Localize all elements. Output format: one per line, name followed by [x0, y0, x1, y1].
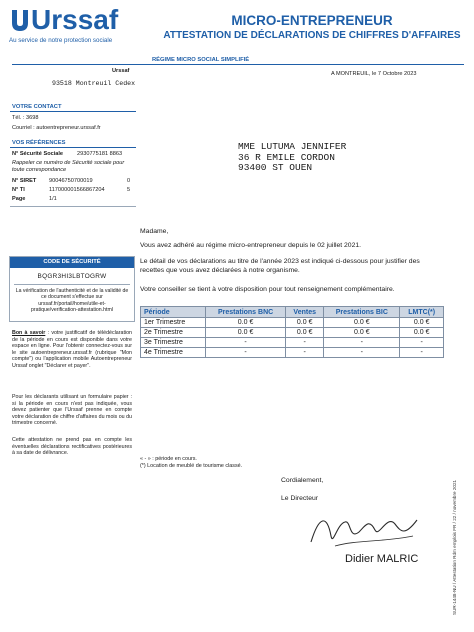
table-cell: 0.0 € [400, 318, 444, 328]
table-cell-period: 4e Trimestre [141, 348, 206, 358]
ti-key: 5 [127, 187, 131, 193]
contact-heading: VOTRE CONTACT [12, 104, 62, 110]
security-divider [14, 284, 130, 285]
letter-p1: Vous avez adhéré au régime micro-entrepreneur depuis le 02 juillet 2021. [140, 242, 362, 249]
table-cell: - [206, 348, 286, 358]
table-header-periode: Période [141, 307, 206, 318]
page-label: Page [12, 196, 26, 202]
ti-label: N° TI [12, 187, 25, 193]
page-title: MICRO-ENTREPRENEUR [231, 13, 393, 28]
security-box [9, 256, 135, 322]
table-row [141, 318, 444, 328]
table-header-row [141, 307, 444, 318]
table-cell-period: 3e Trimestre [141, 338, 206, 348]
page-value: 1/1 [49, 196, 57, 202]
letter-role: Le Directeur [281, 495, 319, 502]
siret-label: N° SIRET [12, 178, 37, 184]
table-cell: - [400, 338, 444, 348]
table-row [141, 338, 444, 348]
secu-note: Rappeler ce numéro de Sécurité sociale pour toute correspondance [12, 160, 125, 173]
place-date: A MONTREUIL, le 7 Octobre 2023 [331, 71, 417, 77]
table-footnote-lmtc: (*) Location de meublé de tourisme classé. [140, 463, 243, 469]
letter-salutation: Madame, [140, 228, 169, 235]
table-cell-period: 2e Trimestre [141, 328, 206, 338]
table-row [141, 348, 444, 358]
regime-divider [12, 64, 464, 65]
side-note-p2: Pour les déclarants utilisant un formulaire papier : si la période en cours n'est pas indiquée, vous devez patienter que l'Urssaf prenne en compte votre déclaration de chiffre d'affaires du mois ou du trimestre concerné. [12, 394, 132, 427]
table-cell: - [286, 338, 324, 348]
table-cell: 0.0 € [286, 328, 324, 338]
contact-divider [10, 111, 136, 112]
sender-city: 93518 Montreuil Cedex [52, 80, 136, 87]
references-heading: VOS RÉFÉRENCES [12, 140, 66, 146]
table-cell: - [324, 338, 400, 348]
urssaf-logo-icon [9, 8, 31, 34]
security-text: La vérification de l'authenticité et de la validité de ce document s'effectue sur urssaf.fr/portail/home/utile-et-pratique/verification-attestation.html [15, 288, 129, 313]
table-header-bic: Prestations BIC [324, 307, 400, 318]
regime-label: RÉGIME MICRO SOCIAL SIMPLIFIÉ [152, 57, 250, 63]
table-cell: 0.0 € [206, 328, 286, 338]
table-cell: - [324, 348, 400, 358]
table-header-ventes: Ventes [286, 307, 324, 318]
recipient-address [238, 142, 346, 174]
declarations-table [140, 306, 444, 358]
table-cell: - [286, 348, 324, 358]
table-cell: 0.0 € [400, 328, 444, 338]
table-header-lmtc: LMTC(*) [400, 307, 444, 318]
form-reference: SUR-1448-NU / Attestation Rdm emplois FR / 22 / novembre 2021 [452, 479, 457, 615]
siret-key: 0 [127, 178, 131, 184]
signature-image [305, 506, 425, 552]
director-name: Didier MALRIC [345, 553, 419, 565]
security-heading: CODE DE SÉCURITÉ [10, 257, 134, 268]
contact-tel: Tél. : 3698 [12, 115, 39, 121]
table-header-bnc: Prestations BNC [206, 307, 286, 318]
references-bottom-divider [10, 206, 136, 207]
secu-value: 2930775181 8863 [77, 151, 123, 157]
table-cell-period: 1er Trimestre [141, 318, 206, 328]
brand-tagline: Au service de notre protection sociale [9, 37, 113, 44]
references-divider [10, 147, 136, 148]
table-cell: 0.0 € [324, 318, 400, 328]
side-note-bold: Bon à savoir [12, 330, 46, 336]
sender-name: Urssaf [112, 68, 130, 74]
side-note-bon-a-savoir [12, 330, 132, 370]
table-cell: 0.0 € [206, 318, 286, 328]
table-cell: 0.0 € [324, 328, 400, 338]
letter-p3: Votre conseiller se tient à votre disposition pour tout renseignement complémentaire. [140, 286, 395, 293]
table-cell: - [400, 348, 444, 358]
ti-value: 117000001566867204 [49, 187, 105, 193]
letter-closing: Cordialement, [281, 477, 324, 484]
side-note-p3: Cette attestation ne prend pas en compte les éventuelles déclarations rectificatives postérieures à sa date de délivrance. [12, 437, 132, 457]
recipient-city: 93400 ST OUEN [238, 162, 313, 174]
side-note-p1: : votre justificatif de télédéclaration de la période en cours est disponible dans votre espace en ligne. Pour l'obtenir connectez-vous sur le site autoentrepreneur.urssaf.fr (rubrique "Mon compte") ou l'application mobile Autoentrepreneur Urssaf onglet "Déclarer et payer". [12, 330, 132, 369]
table-footnote-current: « - » : période en cours. [140, 456, 197, 462]
table-row [141, 328, 444, 338]
letter-p2: Le détail de vos déclarations au titre de l'année 2023 est indiqué ci-dessous pour justifier des recettes que vous avez déclarées à notre organisme. [140, 258, 420, 274]
brand-name: Urssaf [31, 4, 119, 35]
recipient-street: 36 R EMILE CORDON [238, 151, 335, 163]
page-subtitle: ATTESTATION DE DÉCLARATIONS DE CHIFFRES D'AFFAIRES [163, 30, 461, 41]
table-cell: 0.0 € [286, 318, 324, 328]
siret-value: 90046750700019 [49, 178, 93, 184]
table-cell: - [206, 338, 286, 348]
recipient-name: MME LUTUMA JENNIFER [238, 141, 347, 152]
secu-label: N° Sécurité Sociale [12, 151, 64, 157]
contact-email[interactable]: Courriel : autoentrepreneur.urssaf.fr [12, 125, 101, 131]
security-code: BQGR3HI3LBTOGRW [37, 273, 107, 280]
